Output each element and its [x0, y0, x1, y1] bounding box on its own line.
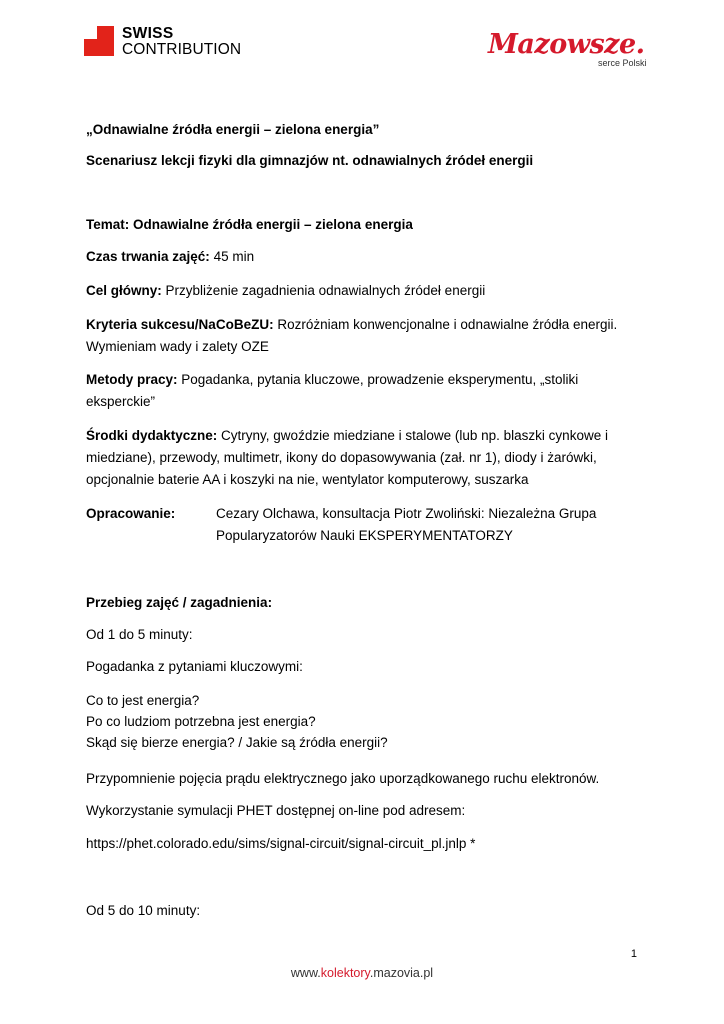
- resources-line-3: opcjonalnie baterie AA i koszyki na nie, wentylator komputerowy, suszarka: [86, 472, 529, 487]
- mazowsze-wordmark: Mazowsze.: [488, 29, 645, 60]
- criteria-line: [86, 314, 617, 336]
- document-title: „Odnawialne źródła energii – zielona energia”: [86, 122, 380, 137]
- time-block-1: Od 1 do 5 minuty:: [86, 627, 193, 642]
- duration-line: [86, 246, 254, 268]
- duration-label: Czas trwania zajęć:: [86, 249, 210, 264]
- criteria-line-2: Wymieniam wady i zalety OZE: [86, 339, 269, 354]
- footer-url[interactable]: [0, 966, 724, 980]
- author-line-1: Cezary Olchawa, konsultacja Piotr Zwoliński: Niezależna Grupa: [216, 506, 597, 521]
- resources-line-2: miedziane), przewody, multimetr, ikony do dopasowywania (zał. nr 1), diody i żarówki,: [86, 450, 597, 465]
- swiss-flag-icon: [84, 26, 114, 56]
- swiss-logo-line2: CONTRIBUTION: [122, 41, 242, 58]
- goal-line: [86, 280, 485, 302]
- discussion-line: Pogadanka z pytaniami kluczowymi:: [86, 659, 303, 674]
- question-1: Co to jest energia?: [86, 693, 200, 708]
- author-label: Opracowanie:: [86, 506, 176, 521]
- reminder-line: Przypomnienie pojęcia prądu elektrycznego jako uporządkowanego ruchu elektronów.: [86, 771, 600, 786]
- goal-label: Cel główny:: [86, 283, 162, 298]
- methods-value: Pogadanka, pytania kluczowe, prowadzenie eksperymentu, „stoliki: [177, 372, 579, 387]
- duration-value: 45 min: [209, 249, 255, 264]
- resources-value: Cytryny, gwoździe miedziane i stalowe (lub np. blaszki cynkowe i: [217, 428, 608, 443]
- footer-url-suffix: .mazovia.pl: [369, 966, 434, 980]
- simulation-url: https://phet.colorado.edu/sims/signal-circuit/signal-circuit_pl.jnlp *: [86, 836, 476, 851]
- question-3: Skąd się bierze energia? / Jakie są źródła energii?: [86, 735, 388, 750]
- mazowsze-logo: [488, 30, 658, 70]
- question-2: Po co ludziom potrzebna jest energia?: [86, 714, 316, 729]
- page-number: 1: [630, 948, 637, 960]
- document-subtitle: Scenariusz lekcji fizyki dla gimnazjów nt. odnawialnych źródeł energii: [86, 153, 534, 168]
- mazowsze-tagline: serce Polski: [598, 58, 647, 68]
- resources-line: [86, 425, 608, 447]
- lesson-flow-heading: Przebieg zajęć / zagadnienia:: [86, 595, 273, 610]
- swiss-logo-line1: SWISS: [122, 25, 174, 42]
- criteria-value: Rozróżniam konwencjonalne i odnawialne źródła energii.: [273, 317, 618, 332]
- time-block-2: Od 5 do 10 minuty:: [86, 903, 201, 918]
- swiss-contribution-logo: [84, 26, 241, 58]
- methods-line: [86, 369, 578, 391]
- goal-value: Przybliżenie zagadnienia odnawialnych źródeł energii: [161, 283, 486, 298]
- author-line-2: Popularyzatorów Nauki EKSPERYMENTATORZY: [216, 528, 513, 543]
- resources-label: Środki dydaktyczne:: [86, 428, 218, 443]
- topic-line: Temat: Odnawialne źródła energii – zielona energia: [86, 217, 413, 232]
- footer-url-accent: kolektory: [320, 966, 370, 980]
- criteria-label: Kryteria sukcesu/NaCoBeZU:: [86, 317, 274, 332]
- footer-url-prefix: www.: [290, 966, 321, 980]
- methods-line-2: eksperckie”: [86, 394, 156, 409]
- simulation-line: Wykorzystanie symulacji PHET dostępnej on-line pod adresem:: [86, 803, 466, 818]
- methods-label: Metody pracy:: [86, 372, 178, 387]
